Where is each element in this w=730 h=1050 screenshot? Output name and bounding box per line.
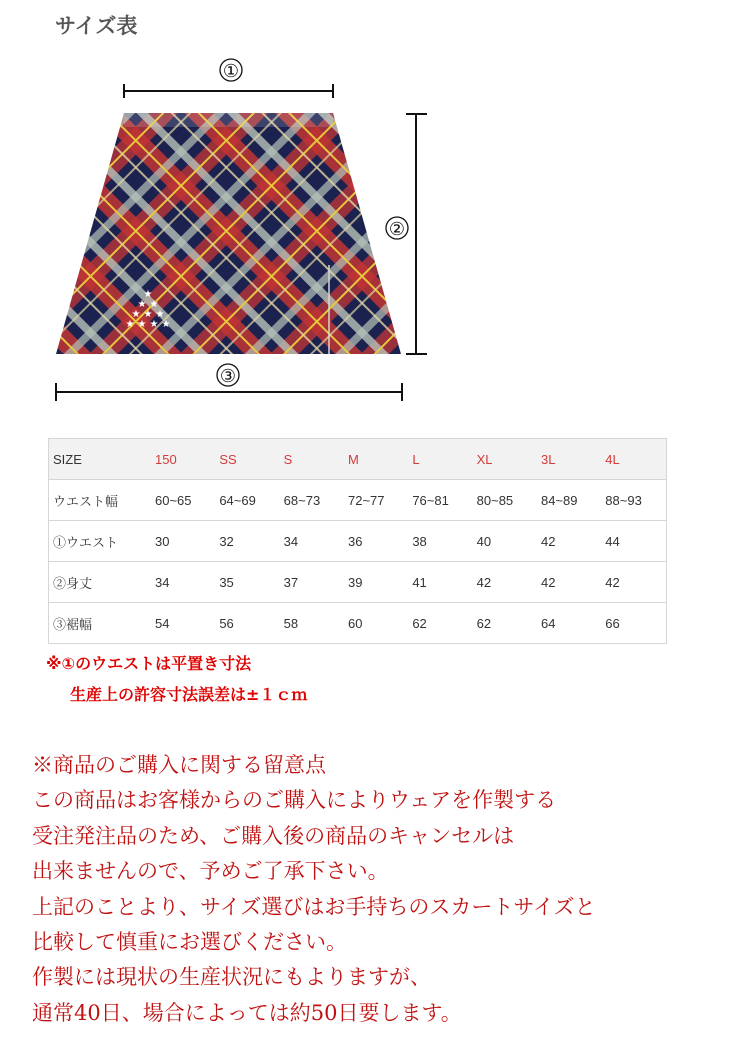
notice-line: 上記のことより、サイズ選びはお手持ちのスカートサイズと bbox=[32, 894, 596, 919]
table-cell: 84~89 bbox=[537, 480, 601, 521]
size-table bbox=[48, 438, 667, 644]
svg-text:★: ★ bbox=[137, 319, 147, 330]
notice-line: 出来ませんので、予めご了承下さい。 bbox=[32, 859, 389, 884]
size-cell: S bbox=[280, 439, 344, 480]
table-header-row bbox=[49, 439, 667, 480]
size-cell: L bbox=[408, 439, 472, 480]
svg-text:★: ★ bbox=[155, 309, 165, 320]
table-row bbox=[49, 521, 667, 562]
length-label: ② bbox=[388, 219, 406, 240]
table-cell: 76~81 bbox=[408, 480, 472, 521]
size-cell: 4L bbox=[601, 439, 666, 480]
svg-text:★: ★ bbox=[125, 319, 135, 330]
table-cell: 36 bbox=[344, 521, 408, 562]
notice-line: 受注発注品のため、ご購入後の商品のキャンセルは bbox=[32, 823, 515, 848]
table-row bbox=[49, 480, 667, 521]
length-measure-line bbox=[386, 114, 427, 354]
table-cell: 58 bbox=[280, 603, 344, 644]
table-cell: 64~69 bbox=[215, 480, 279, 521]
notice-line: 比較して慎重にお選びください。 bbox=[32, 930, 347, 955]
size-header-cell: SIZE bbox=[49, 439, 152, 480]
svg-text:★: ★ bbox=[149, 299, 159, 310]
size-cell: SS bbox=[215, 439, 279, 480]
table-cell: 41 bbox=[408, 562, 472, 603]
table-cell: 62 bbox=[408, 603, 472, 644]
row-label: ①ウエスト bbox=[49, 521, 152, 562]
table-cell: 35 bbox=[215, 562, 279, 603]
table-cell: 56 bbox=[215, 603, 279, 644]
table-cell: 62 bbox=[473, 603, 537, 644]
skirt-shape bbox=[56, 113, 401, 354]
table-cell: 32 bbox=[215, 521, 279, 562]
svg-text:★: ★ bbox=[131, 309, 141, 320]
table-cell: 42 bbox=[537, 521, 601, 562]
table-cell: 88~93 bbox=[601, 480, 666, 521]
waist-label: ① bbox=[222, 61, 240, 82]
waist-measure-line bbox=[124, 59, 333, 98]
notice-line: 作製には現状の生産状況にもよりますが、 bbox=[32, 965, 431, 990]
hem-measure-line bbox=[56, 364, 402, 401]
svg-text:★: ★ bbox=[137, 299, 147, 310]
svg-text:★: ★ bbox=[161, 319, 171, 330]
row-label: ③裾幅 bbox=[49, 603, 152, 644]
table-cell: 64 bbox=[537, 603, 601, 644]
table-row bbox=[49, 562, 667, 603]
page-title: サイズ表 bbox=[55, 14, 138, 38]
table-row bbox=[49, 603, 667, 644]
table-cell: 40 bbox=[473, 521, 537, 562]
table-cell: 34 bbox=[280, 521, 344, 562]
table-cell: 38 bbox=[408, 521, 472, 562]
table-cell: 80~85 bbox=[473, 480, 537, 521]
table-cell: 42 bbox=[601, 562, 666, 603]
table-cell: 42 bbox=[473, 562, 537, 603]
table-cell: 66 bbox=[601, 603, 666, 644]
table-cell: 44 bbox=[601, 521, 666, 562]
skirt-diagram bbox=[0, 50, 730, 410]
table-cell: 42 bbox=[537, 562, 601, 603]
size-cell: 150 bbox=[151, 439, 215, 480]
notice-line: ※商品のご購入に関する留意点 bbox=[32, 753, 326, 777]
measurement-note: ※①のウエストは平置き寸法 bbox=[46, 654, 252, 673]
tolerance-note: 生産上の許容寸法誤差は±１ｃｍ bbox=[70, 685, 308, 704]
table-cell: 30 bbox=[151, 521, 215, 562]
notice-line: この商品はお客様からのご購入によりウェアを作製する bbox=[32, 788, 557, 813]
table-cell: 54 bbox=[151, 603, 215, 644]
table-cell: 60~65 bbox=[151, 480, 215, 521]
table-cell: 72~77 bbox=[344, 480, 408, 521]
svg-text:★: ★ bbox=[149, 319, 159, 330]
table-cell: 34 bbox=[151, 562, 215, 603]
svg-text:★: ★ bbox=[143, 309, 153, 320]
size-cell: 3L bbox=[537, 439, 601, 480]
table-cell: 60 bbox=[344, 603, 408, 644]
table-cell: 68~73 bbox=[280, 480, 344, 521]
notice-line: 通常40日、場合によっては約50日要します。 bbox=[32, 1000, 462, 1025]
row-label: ②身丈 bbox=[49, 562, 152, 603]
table-cell: 39 bbox=[344, 562, 408, 603]
table-cell: 37 bbox=[280, 562, 344, 603]
hem-label: ③ bbox=[219, 366, 237, 387]
row-label: ウエスト幅 bbox=[49, 480, 152, 521]
purchase-notice bbox=[32, 748, 596, 1031]
size-cell: XL bbox=[473, 439, 537, 480]
size-cell: M bbox=[344, 439, 408, 480]
svg-text:★: ★ bbox=[143, 289, 153, 300]
